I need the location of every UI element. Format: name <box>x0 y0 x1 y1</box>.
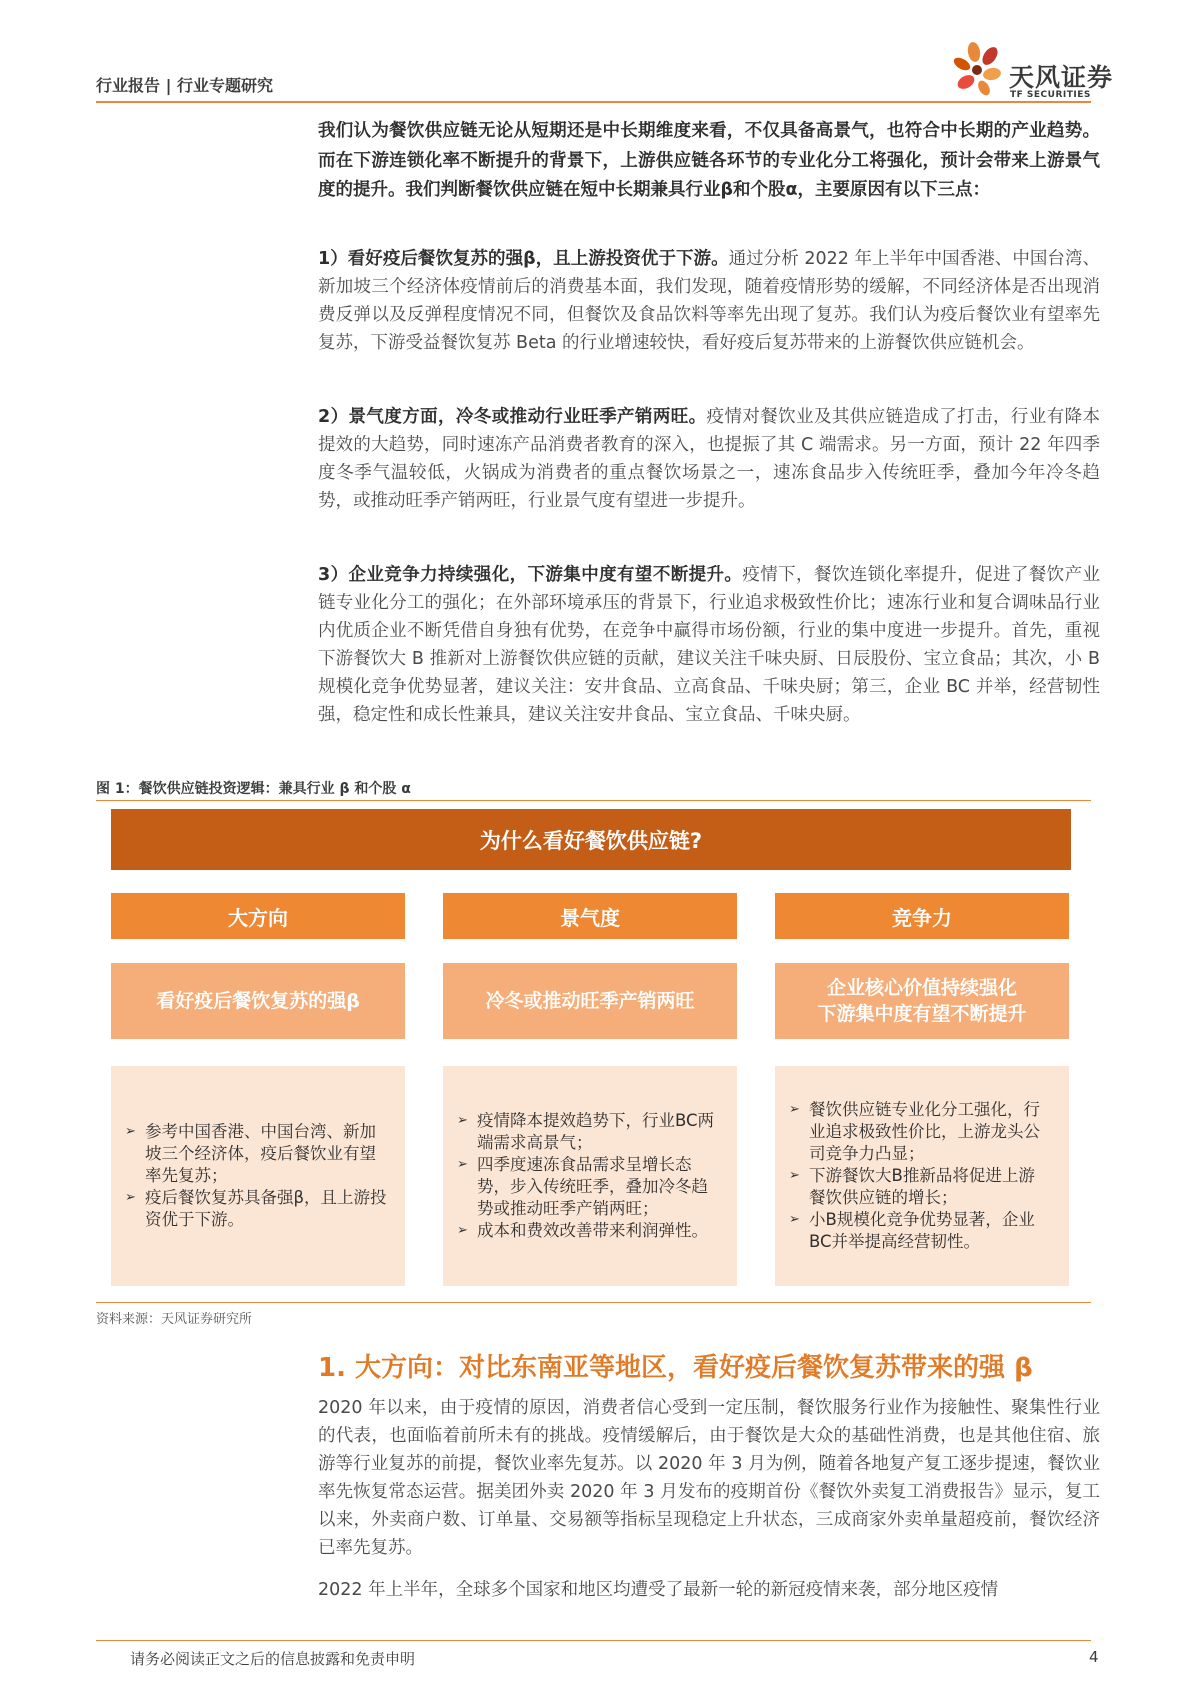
column-body-competitiveness <box>775 1066 1069 1286</box>
column-theme-line: 看好疫后餐饮复苏的强β <box>156 990 360 1012</box>
bullet-item: ➢ 疫后餐饮复苏具备强β，且上游投资优于下游。 <box>125 1187 387 1231</box>
section-heading: 1. 大方向：对比东南亚等地区，看好疫后餐饮复苏带来的强 β <box>318 1353 1033 1383</box>
point-1-lead: 1）看好疫后餐饮复苏的强β，且上游投资优于下游。 <box>318 249 729 269</box>
brand-english: TF SECURITIES <box>1010 90 1091 100</box>
column-theme-sentiment <box>443 963 737 1039</box>
report-category: 行业报告 | 行业专题研究 <box>96 76 273 95</box>
column-header-direction: 大方向 <box>111 893 405 939</box>
point-1 <box>318 245 1100 357</box>
intro-paragraph: 我们认为餐饮供应链无论从短期还是中长期维度来看，不仅具备高景气，也符合中长期的产业趋势。而在下游连锁化率不断提升的背景下，上游供应链各环节的专业化分工将强化，预计会带来上游景气度的提升。我们判断餐饮供应链在短中长期兼具行业β和个股α，主要原因有以下三点： <box>318 121 1100 200</box>
flower-icon <box>952 41 1002 97</box>
column-theme-competitiveness <box>775 963 1069 1039</box>
bullet-item: ➢ 参考中国香港、中国台湾、新加坡三个经济体，疫后餐饮业有望率先复苏； <box>125 1121 387 1187</box>
point-3-body: 疫情下，餐饮连锁化率提升，促进了餐饮产业链专业化分工的强化；在外部环境承压的背景下，行业追求极致性价比；速冻行业和复合调味品行业内优质企业不断凭借自身独有优势，在竞争中赢得市场份额，行业的集中度进一步提升。首先，重视下游餐饮大 B 推新对上游餐饮供应链的贡献，建议关注千味央厨、日辰股份、宝立食品；其次，小 B 规模化竞争优势显著，建议关注：安井食品、立高食品、千味央厨；第三，企业 BC 并举，经营韧性强，稳定性和成长性兼具，建议关注安井食品、宝立食品、千味央厨。 <box>318 565 1100 725</box>
figure-title: 图 1：餐饮供应链投资逻辑：兼具行业 β 和个股 α <box>96 781 411 797</box>
bullet-item: ➢ 疫情降本提效趋势下，行业BC两端需求高景气； <box>457 1110 719 1154</box>
column-theme-line: 企业核心价值持续强化 <box>826 977 1017 999</box>
point-1-body: 通过分析 2022 年上半年中国香港、中国台湾、新加坡三个经济体疫情前后的消费基本面，我们发现，随着疫情形势的缓解，不同经济体是否出现消费反弹以及反弹程度情况不同，但餐饮及食品饮料等率先出现了复苏。我们认为疫后餐饮业有望率先复苏，下游受益餐饮复苏 Beta 的行业增速较快，看好疫后复苏带来的上游餐饮供应链机会。 <box>318 249 1100 353</box>
footer-divider <box>96 1640 1091 1641</box>
column-theme-line: 下游集中度有望不断提升 <box>817 1003 1027 1025</box>
point-2-lead: 2）景气度方面，冷冬或推动行业旺季产销两旺。 <box>318 407 707 427</box>
figure-source: 资料来源：天风证券研究所 <box>96 1312 253 1327</box>
point-2-body: 疫情对餐饮业及其供应链造成了打击，行业有降本提效的大趋势，同时速冻产品消费者教育的深入，也提振了其 C 端需求。另一方面，预计 22 年四季度冬季气温较低，火锅成为消费者的重点餐饮场景之一，速冻食品步入传统旺季，叠加今年冷冬趋势，或推动旺季产销两旺，行业景气度有望进一步提升。 <box>318 407 1101 511</box>
figure-divider <box>96 800 1091 801</box>
point-3 <box>318 561 1100 729</box>
bullet-item: ➢ 小B规模化竞争优势显著，企业BC并举提高经营韧性。 <box>789 1209 1051 1253</box>
point-3-lead: 3）企业竞争力持续强化，下游集中度有望不断提升。 <box>318 565 743 585</box>
column-header-sentiment: 景气度 <box>443 893 737 939</box>
bullet-item: ➢ 餐饮供应链专业化分工强化，行业追求极致性价比，上游龙头公司竞争力凸显； <box>789 1099 1051 1165</box>
figure-banner: 为什么看好餐饮供应链? <box>111 809 1071 870</box>
brand-name: 天风证券 <box>1009 63 1114 92</box>
bullet-item: ➢ 四季度速冻食品需求呈增长态势，步入传统旺季，叠加冷冬趋势或推动旺季产销两旺； <box>457 1154 719 1220</box>
page-number: 4 <box>1089 1648 1099 1666</box>
column-header-competitiveness: 竞争力 <box>775 893 1069 939</box>
column-body-sentiment <box>443 1066 737 1286</box>
section-paragraph-2: 2022 年上半年，全球多个国家和地区均遭受了最新一轮的新冠疫情来袭，部分地区疫情 <box>318 1580 999 1600</box>
column-theme-line: 冷冬或推动旺季产销两旺 <box>485 990 695 1012</box>
point-2 <box>318 403 1100 515</box>
bullet-item: ➢ 成本和费效改善带来利润弹性。 <box>457 1220 719 1242</box>
column-theme-direction <box>111 963 405 1039</box>
section-paragraph-1: 2020 年以来，由于疫情的原因，消费者信心受到一定压制，餐饮服务行业作为接触性、聚集性行业的代表，也面临着前所未有的挑战。疫情缓解后，由于餐饮是大众的基础性消费，也是其他住宿、旅游等行业复苏的前提，餐饮业率先复苏。以 2020 年 3 月为例，随着各地复产复工逐步提速，餐饮业率先恢复常态运营。据美团外卖 2020 年 3 月发布的疫期首份《餐饮外卖复工消费报告》显示，复工以来，外卖商户数、订单量、交易额等指标呈现稳定上升状态，三成商家外卖单量超疫前，餐饮经济已率先复苏。 <box>318 1398 1100 1558</box>
column-body-direction <box>111 1066 405 1286</box>
source-divider <box>96 1302 1091 1303</box>
footer-disclaimer: 请务必阅读正文之后的信息披露和免责申明 <box>130 1650 416 1668</box>
bullet-item: ➢ 下游餐饮大B推新品将促进上游餐饮供应链的增长； <box>789 1165 1051 1209</box>
